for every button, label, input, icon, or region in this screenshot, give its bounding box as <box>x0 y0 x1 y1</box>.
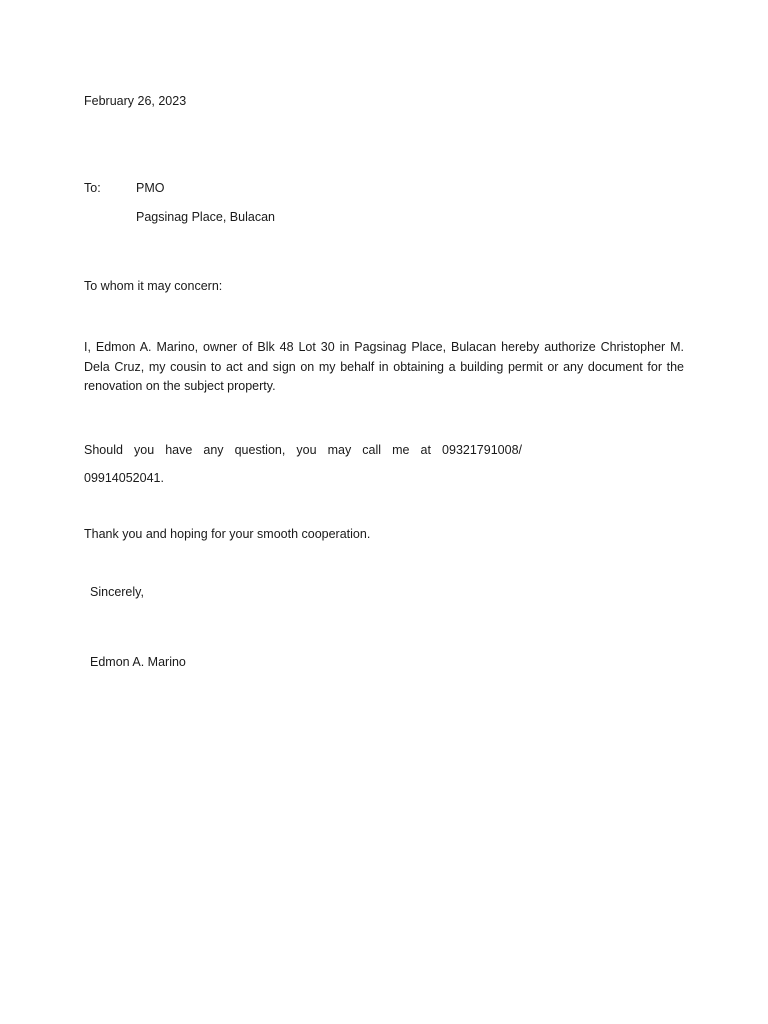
recipient-address: Pagsinag Place, Bulacan <box>136 210 275 224</box>
contact-line-2: 09914052041. <box>84 471 164 485</box>
thanks-line: Thank you and hoping for your smooth cooperation. <box>84 527 371 541</box>
to-label: To: <box>84 181 101 195</box>
recipient-name: PMO <box>136 181 165 195</box>
contact-line-1: Should you have any question, you may call me at 09321791008/ <box>84 443 522 457</box>
signature-name: Edmon A. Marino <box>90 655 186 669</box>
salutation: To whom it may concern: <box>84 279 223 293</box>
body-paragraph: I, Edmon A. Marino, owner of Blk 48 Lot 30 in Pagsinag Place, Bulacan hereby authorize Christopher M. Dela Cruz, my cousin to act and sign on my behalf in obtaining a building permit or any document for the renovation on the subject property. <box>84 340 684 393</box>
closing: Sincerely, <box>90 585 144 599</box>
letter-date: February 26, 2023 <box>84 94 187 108</box>
